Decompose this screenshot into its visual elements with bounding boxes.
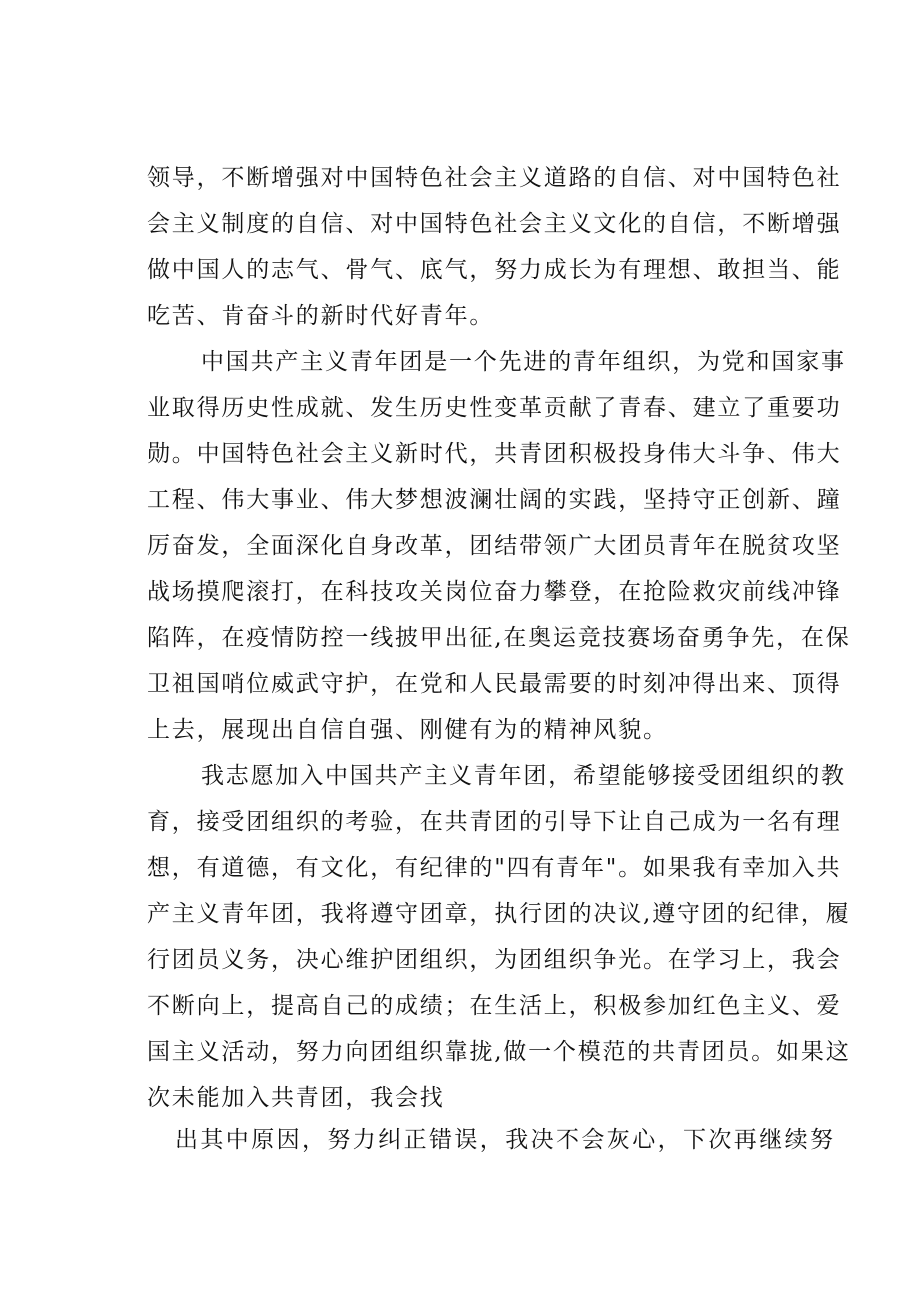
text-line: 上去，展现出自信自强、刚健有为的精神风貌。 — [147, 717, 668, 743]
text-line: 工程、伟大事业、伟大梦想波澜壮阔的实践，坚持守正创新、蹱 — [147, 487, 842, 513]
text-line: 不断向上，提高自己的成绩；在生活上，积极参加红色主义、爱 — [147, 993, 842, 1019]
text-line: 陷阵，在疫情防控一线披甲出征,在奥运竞技赛场奋勇争先，在保 — [147, 625, 851, 651]
text-line: 育，接受团组织的考验，在共青团的引导下让自己成为一名有理 — [147, 809, 842, 835]
text-line: 出其中原因，努力纠正错误，我决不会灰心，下次再继续努 — [175, 1127, 836, 1153]
text-line: 战场摸爬滚打，在科技攻关岗位奋力攀登，在抢险救灾前线冲锋 — [147, 579, 842, 605]
text-line: 吃苦、肯奋斗的新时代好青年。 — [147, 303, 495, 329]
paragraph-first-line: 我志愿加入中国共产主义青年团，希望能够接受团组织的教 — [201, 763, 846, 789]
paragraph-first-line: 中国共产主义青年团是一个先进的青年组织，为党和国家事 — [201, 349, 846, 375]
text-line: 勋。中国特色社会主义新时代，共青团积极投身伟大斗争、伟大 — [147, 441, 842, 467]
text-line: 次未能加入共青团，我会找 — [147, 1085, 445, 1111]
text-line: 想，有道德，有文化，有纪律的"四有青年"。如果我有幸加入共 — [147, 855, 842, 881]
text-line: 产主义青年团，我将遵守团章，执行团的决议,遵守团的纪律，履 — [147, 901, 851, 927]
text-line: 会主义制度的自信、对中国特色社会主义文化的自信，不断增强 — [147, 211, 842, 237]
text-line: 做中国人的志气、骨气、底气，努力成长为有理想、敢担当、能 — [147, 257, 842, 283]
text-line: 行团员义务，决心维护团组织，为团组织争光。在学习上，我会 — [147, 947, 842, 973]
text-line: 卫祖国哨位威武守护，在党和人民最需要的时刻冲得出来、顶得 — [147, 671, 842, 697]
text-line: 领导，不断增强对中国特色社会主义道路的自信、对中国特色社 — [147, 165, 842, 191]
text-line: 国主义活动，努力向团组织靠拢,做一个模范的共青团员。如果这 — [147, 1039, 851, 1065]
text-line: 业取得历史性成就、发生历史性变革贡献了青春、建立了重要功 — [147, 395, 842, 421]
text-line: 厉奋发，全面深化自身改革，团结带领广大团员青年在脱贫攻坚 — [147, 533, 842, 559]
